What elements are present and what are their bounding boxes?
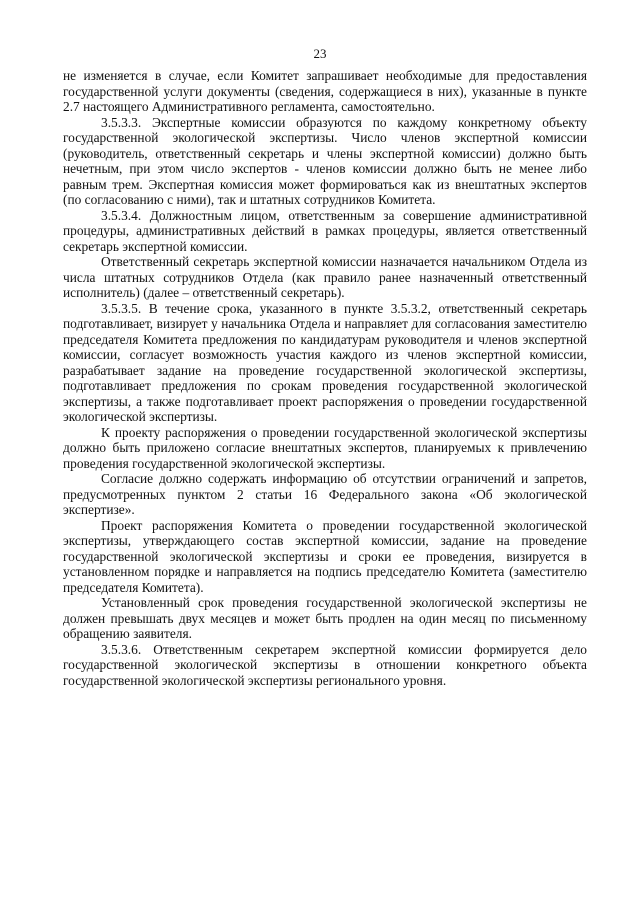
paragraph-draft-order: Проект распоряжения Комитета о проведении государственной экологической экспертизы, утверждающего состав экспертной комиссии, задание на проведение государственной экологической экспертизы и сроки ее проведения, визируется в установленном порядке и направляется на подпись председателю Комитета (заместителю председателя Комитета). [63, 517, 587, 595]
paragraph-secretary-appointment: Ответственный секретарь экспертной комиссии назначается начальником Отдела из числа штатных сотрудников Отдела (как правило ранее назначенный ответственный исполнитель) (далее – ответственный секретарь). [63, 254, 587, 300]
paragraph-3-5-3-6: 3.5.3.6. Ответственным секретарем экспертной комиссии формируется дело государственной экологической экспертизы в отношении конкретного объекта государственной экологической экспертизы регионального уровня. [63, 641, 587, 688]
paragraph-continuation: не изменяется в случае, если Комитет запрашивает необходимые для предоставления государственной услуги документы (сведения, содержащиеся в них), указанные в пункте 2.7 настоящего Административного регламента, самостоятельно. [63, 68, 587, 114]
paragraph-3-5-3-5: 3.5.3.5. В течение срока, указанного в пункте 3.5.3.2, ответственный секретарь подготавливает, визирует у начальника Отдела и направляет для согласования заместителю председателя Комитета предложения по кандидатурам руководителя и членов экспертной комиссии, согласует возможность участия каждого из членов экспертной комиссии, разрабатывает задание на проведение государственной экологической экспертизы, подготавливает предложения по срокам проведения государственной экологической экспертизы, а также подготавливает проект распоряжения о проведении государственной экологической экспертизы. [63, 300, 587, 424]
paragraph-consent-content: Согласие должно содержать информацию об отсутствии ограничений и запретов, предусмотренных пунктом 2 статьи 16 Федерального закона «Об экологической экспертизе». [63, 471, 587, 517]
paragraph-expert-consent: К проекту распоряжения о проведении государственной экологической экспертизы должно быть приложено согласие внештатных экспертов, планируемых к привлечению проведения государственной экологической экспертизы. [63, 424, 587, 471]
page-number: 23 [313, 46, 327, 61]
paragraph-3-5-3-3: 3.5.3.3. Экспертные комиссии образуются по каждому конкретному объекту государственной экологической экспертизы. Число членов экспертной комиссии (руководитель, ответственный секретарь и члены экспертной комиссии) должно быть нечетным, при этом число экспертов - членов комиссии должно быть не менее либо равным трем. Экспертная комиссия может формироваться как из внештатных экспертов (по согласованию с ними), так и штатных сотрудников Комитета. [63, 114, 587, 207]
paragraph-duration: Установленный срок проведения государственной экологической экспертизы не должен превышать двух месяцев и может быть продлен на один месяц по письменному обращению заявителя. [63, 595, 587, 641]
paragraph-3-5-3-4: 3.5.3.4. Должностным лицом, ответственным за совершение административной процедуры, административных действий в рамках процедуры, является ответственный секретарь экспертной комиссии. [63, 207, 587, 254]
